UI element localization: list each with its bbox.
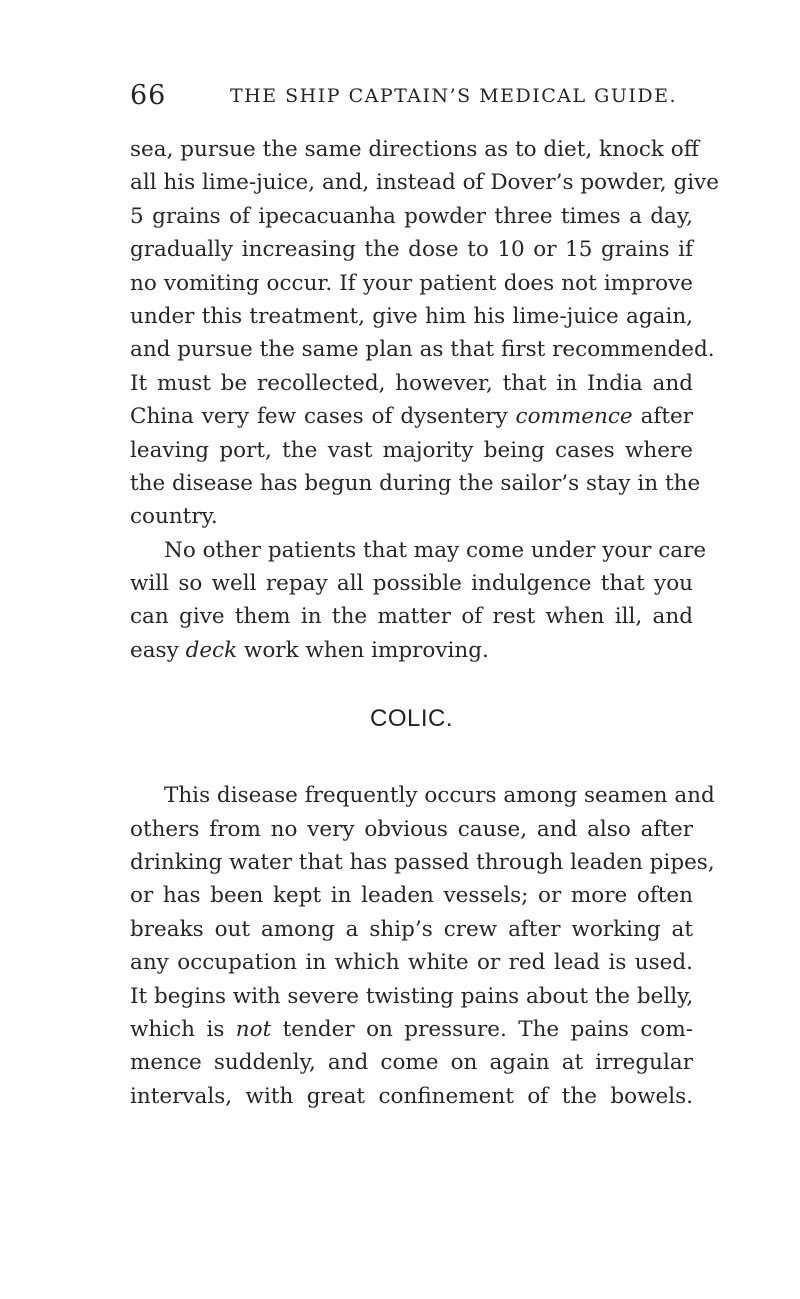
text-line: any occupation in which white or red lead is used. — [130, 950, 693, 976]
text-line: all his lime-juice, and, instead of Dover’s powder, give — [130, 170, 720, 196]
text-line: others from no very obvious cause, and also after — [130, 816, 693, 842]
text-line: breaks out among a ship’s crew after working at — [130, 916, 693, 942]
text-line — [130, 400, 693, 433]
text-line: or has been kept in leaden vessels; or more often — [130, 883, 693, 909]
italic-emphasis: deck — [185, 637, 238, 663]
text-line: the disease has begun during the sailor’s stay in the — [130, 470, 701, 496]
section-heading-wrap — [130, 667, 693, 779]
page-number: 66 — [130, 80, 167, 111]
text-segment: easy — [130, 637, 186, 663]
text-line: under this treatment, give him his lime-juice again, — [130, 303, 693, 329]
text-line: 5 grains of ipecacuanha powder three times a day, — [130, 203, 693, 229]
text-line: mence suddenly, and come on again at irregular — [130, 1050, 693, 1076]
text-line: This disease frequently occurs among seamen and — [164, 783, 715, 809]
text-line — [130, 1013, 693, 1046]
text-line — [130, 634, 693, 667]
text-line: leaving port, the vast majority being cases where — [130, 437, 693, 463]
text-line: country. — [130, 504, 218, 530]
text-line: and pursue the same plan as that first recommended. — [130, 337, 715, 363]
text-line: intervals, with great confinement of the bowels. — [130, 1083, 693, 1109]
text-segment: which is — [130, 1016, 236, 1042]
text-line: no vomiting occur. If your patient does not improve — [130, 270, 693, 296]
section-heading-colic: COLIC. — [369, 705, 453, 733]
text-line: It begins with severe twisting pains about the belly, — [130, 983, 694, 1009]
text-line: can give them in the matter of rest when ill, and — [130, 604, 693, 630]
text-segment: China very few cases of dysentery — [130, 404, 516, 430]
text-line: gradually increasing the dose to 10 or 15 grains if — [130, 237, 693, 263]
page-body — [130, 133, 720, 1113]
paragraph-colic — [130, 779, 715, 1113]
text-segment: work when improving. — [237, 637, 489, 663]
paragraph-indulgence — [130, 534, 707, 668]
text-line: drinking water that has passed through leaden pipes, — [130, 850, 715, 876]
text-line: No other patients that may come under your care — [164, 537, 707, 563]
paragraph-diet — [130, 133, 720, 534]
text-line: sea, pursue the same directions as to diet, knock off — [130, 137, 699, 162]
running-header — [130, 80, 690, 116]
text-segment: after — [632, 404, 693, 430]
running-head-title: THE SHIP CAPTAIN’S MEDICAL GUIDE. — [230, 85, 678, 107]
italic-emphasis: commence — [515, 404, 633, 430]
text-line: will so well repay all possible indulgence that you — [130, 571, 693, 597]
italic-emphasis: not — [235, 1016, 272, 1042]
text-line: It must be recollected, however, that in India and — [130, 370, 693, 396]
text-segment: tender on pressure. The pains com- — [271, 1016, 694, 1042]
